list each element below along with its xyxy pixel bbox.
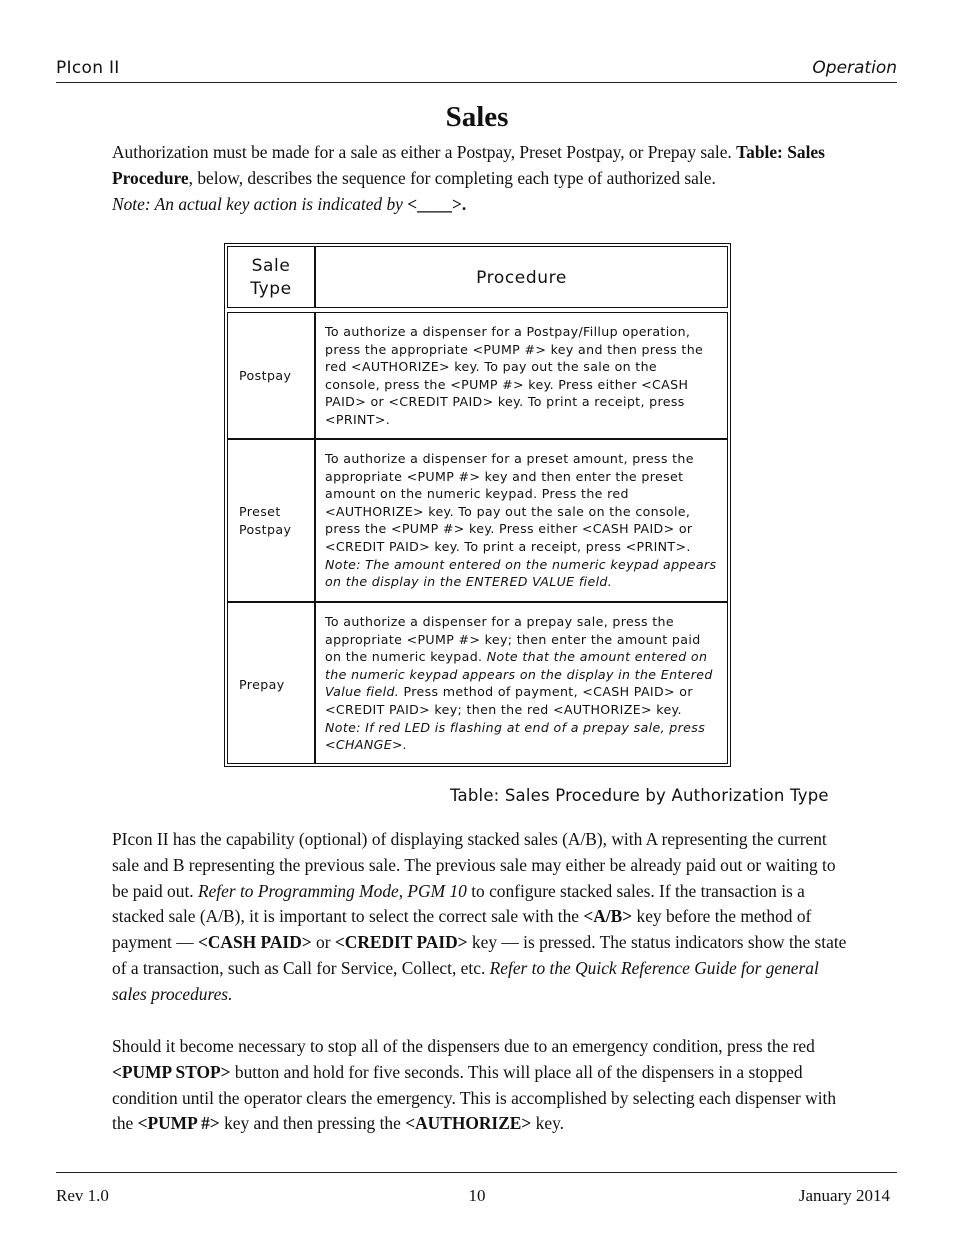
procedure-line: To authorize a dispenser for a preset amount, press the: [325, 451, 694, 466]
sale-type-label: Postpay: [239, 368, 292, 383]
table-cell-sale-type: [227, 439, 315, 602]
sale-type-label: Prepay: [239, 677, 285, 692]
para2-text-1: PIcon II has the capability (optional) of displaying stacked sales (A/B), with A representing the current sale and B representing the previous sale. The previous sale may either be already paid out or waiting to be paid out.: [112, 829, 836, 901]
intro-paragraph: [112, 140, 848, 217]
table-caption: Table: Sales Procedure by Authorization Type: [450, 786, 829, 805]
intro-note-key: <____>.: [407, 193, 467, 214]
procedure-line: on the display in the ENTERED VALUE field.: [325, 574, 613, 590]
procedure-line: appropriate <PUMP #> key; then enter the amount paid: [325, 631, 701, 647]
para3-text-4: key.: [531, 1113, 564, 1134]
table-header-type-line: Type: [250, 279, 292, 299]
footer-page-number: 10: [468, 1186, 486, 1205]
para2-text-3: key before the method of payment —: [112, 906, 812, 953]
para2-text-4: or: [311, 932, 335, 953]
para2-text-5: key — is pressed. The status indicators show the state of a transaction, such as Call for Service, Collect, etc.: [112, 932, 847, 978]
procedure-line: PAID> or <CREDIT PAID> key. To print a receipt, press: [325, 394, 685, 410]
table-header-sale-type: [227, 246, 315, 308]
table-header-procedure-label: Procedure: [476, 268, 567, 288]
procedure-line: <CREDIT PAID> key. To print a receipt, press <PRINT>.: [325, 538, 691, 554]
para3-authorize-key: <AUTHORIZE>: [405, 1113, 532, 1134]
header-section-name: Operation: [812, 58, 897, 78]
para3-text-2: button and hold for five seconds. This will place all of the dispensers in a stopped condition until the operator clears the emergency. This is accomplished by selecting each dispenser with the: [112, 1061, 837, 1134]
procedure-line: To authorize a dispenser for a prepay sale, press the: [325, 614, 674, 629]
procedure-line: <PRINT>.: [325, 411, 391, 427]
para2-cash-paid-key: <CASH PAID>: [197, 932, 312, 953]
procedure-line: Note: The amount entered on the numeric keypad appears: [325, 556, 717, 572]
para3-text-3: key and then pressing the: [219, 1113, 406, 1134]
emergency-stop-paragraph: [112, 1034, 848, 1137]
procedure-line: To authorize a dispenser for a Postpay/Fillup operation,: [325, 324, 691, 339]
para3-pump-stop-key: <PUMP STOP>: [112, 1061, 231, 1082]
para2-ab-key: <A/B>: [583, 906, 633, 927]
procedure-line: <CREDIT PAID> key; then the red <AUTHORIZE> key.: [325, 701, 682, 717]
table-header-sale-line: Sale: [251, 256, 291, 276]
para2-pgm-ref: Refer to Programming Mode, PGM 10: [197, 880, 467, 901]
intro-table-ref: Table: Sales Procedure: [112, 142, 825, 188]
page-title: Sales: [445, 101, 509, 133]
procedure-line: <CHANGE>.: [325, 737, 408, 753]
sale-type-label: Preset: [239, 504, 281, 519]
para2-credit-paid-key: <CREDIT PAID>: [334, 932, 468, 953]
stacked-sales-paragraph: [112, 827, 848, 1008]
procedure-line: amount on the numeric keypad. Press the red: [325, 486, 629, 502]
para3-text-1: Should it become necessary to stop all of the dispensers due to an emergency condition, press the red: [112, 1036, 815, 1056]
para2-guide-ref: Refer to the Quick Reference Guide for general sales procedures.: [112, 957, 819, 1004]
procedure-line: Note: If red LED is flashing at end of a prepay sale, press: [325, 719, 706, 735]
procedure-text: [325, 450, 719, 591]
procedure-text: [325, 613, 719, 754]
footer-revision: Rev 1.0: [56, 1186, 109, 1205]
table-cell-sale-type: [227, 602, 315, 764]
procedure-line: <AUTHORIZE> key. To pay out the sale on the console,: [325, 503, 691, 519]
header-rule: [56, 82, 897, 83]
sale-type-label: Postpay: [239, 522, 292, 537]
table-header-procedure: [315, 246, 728, 308]
procedure-line: press the <PUMP #> key. Press either <CASH PAID> or: [325, 521, 693, 537]
table-cell-procedure: [315, 312, 728, 439]
para2-text-2: to configure stacked sales. If the transaction is a stacked sale (A/B), it is important to select the correct sale with the: [112, 880, 805, 927]
table-cell-procedure: [315, 602, 728, 764]
procedure-line: Value field. Press method of payment, <CASH PAID> or: [325, 684, 693, 700]
intro-text-1: Authorization must be made for a sale as either a Postpay, Preset Postpay, or Prepay sale.: [112, 142, 737, 162]
procedure-text: [325, 323, 719, 429]
table-cell-sale-type: [227, 312, 315, 439]
table-cell-procedure: [315, 439, 728, 602]
procedure-line: on the numeric keypad. Note that the amount entered on: [325, 649, 708, 665]
procedure-line: press the appropriate <PUMP #> key and then press the: [325, 341, 704, 357]
procedure-line: the numeric keypad appears on the display in the Entered: [325, 666, 713, 682]
procedure-line: appropriate <PUMP #> key and then enter the preset: [325, 468, 684, 484]
intro-text-2: , below, describes the sequence for completing each type of authorized sale.: [188, 167, 716, 188]
intro-note: Note: An actual key action is indicated by: [112, 193, 408, 214]
procedure-line: red <AUTHORIZE> key. To pay out the sale on the: [325, 359, 658, 375]
procedure-line: console, press the <PUMP #> key. Press either <CASH: [325, 376, 689, 392]
header-product-name: PIcon II: [56, 58, 120, 78]
para3-pump-key: <PUMP #>: [137, 1113, 220, 1134]
footer-date: January 2014: [798, 1186, 890, 1205]
footer-rule: [56, 1172, 897, 1173]
sales-procedure-table: [224, 243, 731, 767]
